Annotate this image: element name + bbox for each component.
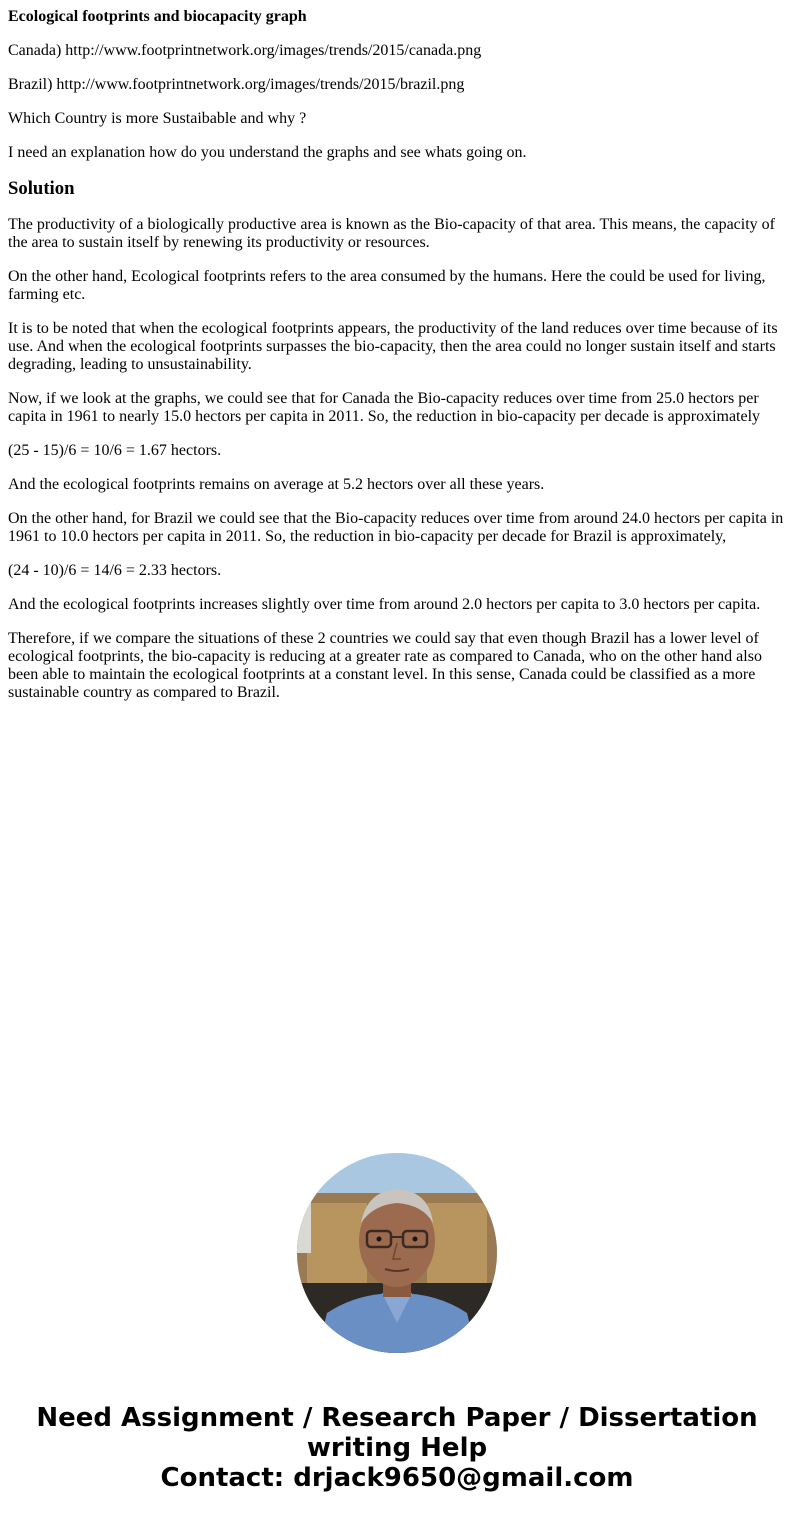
document-body <box>8 0 786 718</box>
solution-paragraph: Now, if we look at the graphs, we could see that for Canada the Bio-capacity reduces over time from 25.0 hectors per capita in 1961 to nearly 15.0 hectors per capita in 2011. So, the reduction in bio-capacity per decade is approximately <box>8 390 761 425</box>
footer-contact: Contact: drjack9650@gmail.com <box>160 1463 634 1493</box>
solution-equation: (25 - 15)/6 = 10/6 = 1.67 hectors. <box>8 442 222 459</box>
question-title: Ecological footprints and biocapacity graph <box>8 8 307 25</box>
question-canada-link: Canada) http://www.footprintnetwork.org/images/trends/2015/canada.png <box>8 42 482 59</box>
footer-line: writing Help <box>306 1433 488 1463</box>
solution-paragraph: And the ecological footprints remains on average at 5.2 hectors over all these years. <box>8 476 545 493</box>
footer-line: Need Assignment / Research Paper / Dissertation <box>36 1403 758 1433</box>
question-brazil-link: Brazil) http://www.footprintnetwork.org/images/trends/2015/brazil.png <box>8 76 465 93</box>
solution-paragraph: On the other hand, Ecological footprints refers to the area consumed by the humans. Here the could be used for living, farming etc. <box>8 268 766 303</box>
solution-paragraph: It is to be noted that when the ecological footprints appears, the productivity of the land reduces over time because of its use. And when the ecological footprints surpasses the bio-capacity, then the area could no longer sustain itself and starts degrading, leading to unsustainability. <box>8 320 778 373</box>
question-text: Which Country is more Sustaibable and why ? <box>8 110 307 127</box>
solution-paragraph: The productivity of a biologically productive area is known as the Bio-capacity of that area. This means, the capacity of the area to sustain itself by renewing its productivity or resources. <box>8 216 775 251</box>
solution-conclusion: Therefore, if we compare the situations of these 2 countries we could say that even though Brazil has a lower level of ecological footprints, the bio-capacity is reducing at a greater rate as compared to Canada, who on the other hand also been able to maintain the ecological footprints at a constant level. In this sense, Canada could be classified as a more sustainable country as compared to Brazil. <box>8 630 762 701</box>
portrait-image <box>297 1153 497 1353</box>
solution-heading: Solution <box>8 178 75 199</box>
question-request: I need an explanation how do you understand the graphs and see whats going on. <box>8 144 527 161</box>
solution-paragraph: And the ecological footprints increases slightly over time from around 2.0 hectors per capita to 3.0 hectors per capita. <box>8 596 761 613</box>
footer-banner <box>0 1403 794 1493</box>
author-avatar <box>297 1153 497 1353</box>
solution-paragraph: On the other hand, for Brazil we could see that the Bio-capacity reduces over time from around 24.0 hectors per capita in 1961 to 10.0 hectors per capita in 2011. So, the reduction in bio-capacity per decade for Brazil is approximately, <box>8 510 784 545</box>
solution-equation: (24 - 10)/6 = 14/6 = 2.33 hectors. <box>8 562 222 579</box>
